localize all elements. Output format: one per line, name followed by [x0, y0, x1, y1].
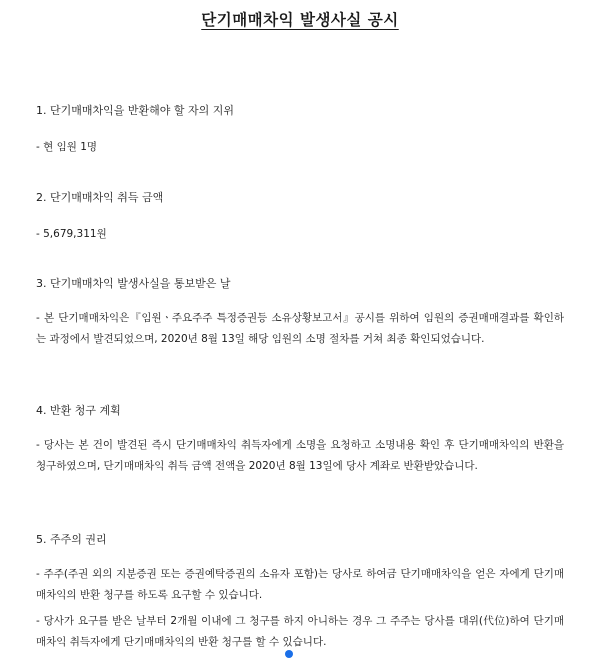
page-indicator-dot[interactable] [285, 650, 293, 658]
document-title [0, 8, 600, 30]
section-2-paragraph: - 5,679,311원 [36, 228, 107, 240]
section-5-heading: 5. 주주의 권리 [36, 533, 107, 546]
section-4-paragraph: - 당사는 본 건이 발견된 즉시 단기매매차익 취득자에게 소명을 요청하고 소명내용 확인 후 단기매매차익의 반환을 청구하였으며, 단기매매차익 취득 금액 전액을 2020년 8월 13일에 당사 계좌로 반환받았습니다. [36, 439, 564, 472]
section-2 [36, 191, 564, 241]
section-2-heading: 2. 단기매매차익 취득 금액 [36, 191, 164, 204]
section-5-paragraph-1: - 주주(주권 외의 지분증권 또는 증권예탁증권의 소유자 포함)는 당사로 하여금 단기매매차익을 얻은 자에게 단기매매차익의 반환 청구를 하도록 요구할 수 있습니다. [36, 568, 564, 601]
section-3 [36, 277, 564, 350]
section-5-paragraph-2: - 당사가 요구를 받은 날부터 2개월 이내에 그 청구를 하지 아니하는 경우 그 주주는 당사를 대위(代位)하여 단기매매차익 취득자에게 단기매매차익의 반환 청구를 할 수 있습니다. [36, 615, 564, 648]
section-3-heading: 3. 단기매매차익 발생사실을 통보받은 날 [36, 277, 231, 290]
section-3-paragraph: - 본 단기매매차익은『임원ㆍ주요주주 특정증권등 소유상황보고서』공시를 위하여 임원의 증권매매결과를 확인하는 과정에서 발견되었으며, 2020년 8월 13일 해당 임원의 소명 절차를 거쳐 최종 확인되었습니다. [36, 312, 564, 345]
section-4-heading: 4. 반환 청구 계획 [36, 404, 121, 417]
section-1-heading: 1. 단기매매차익을 반환해야 할 자의 지위 [36, 104, 234, 117]
document-title-text: 단기매매차익 발생사실 공시 [201, 11, 399, 29]
section-1 [36, 104, 564, 154]
section-5 [36, 533, 564, 653]
section-4 [36, 404, 564, 477]
section-1-paragraph: - 현 임원 1명 [36, 141, 98, 153]
